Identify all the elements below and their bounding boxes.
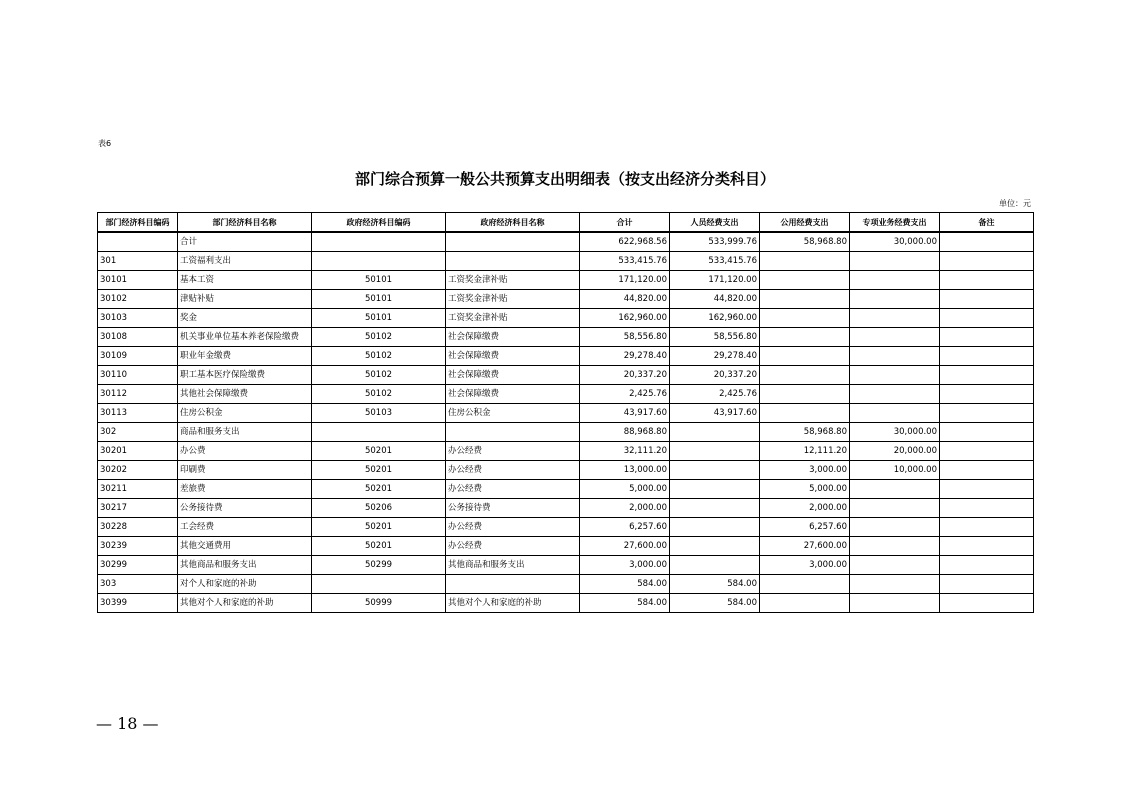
dept-name-cell: 其他对个人和家庭的补助	[178, 594, 312, 613]
dept-name-cell: 商品和服务支出	[178, 423, 312, 442]
special-cell	[850, 499, 940, 518]
dept-name-cell: 其他商品和服务支出	[178, 556, 312, 575]
table-row	[98, 537, 1034, 556]
gov-name-cell: 社会保障缴费	[446, 347, 580, 366]
dept-code-cell: 301	[98, 252, 178, 271]
gov-name-cell: 办公经费	[446, 518, 580, 537]
public-cell	[760, 328, 850, 347]
special-cell	[850, 594, 940, 613]
gov-name-cell: 办公经费	[446, 480, 580, 499]
total-cell: 29,278.40	[580, 347, 670, 366]
table-body	[98, 232, 1034, 613]
total-cell: 2,000.00	[580, 499, 670, 518]
table-row	[98, 385, 1034, 404]
special-cell	[850, 537, 940, 556]
gov-code-cell: 50201	[312, 442, 446, 461]
special-cell	[850, 309, 940, 328]
total-cell: 6,257.60	[580, 518, 670, 537]
public-cell	[760, 271, 850, 290]
gov-name-cell: 工资奖金津补贴	[446, 271, 580, 290]
page-number: — 18 —	[96, 714, 159, 733]
total-cell: 20,337.20	[580, 366, 670, 385]
gov-code-cell: 50102	[312, 366, 446, 385]
total-cell: 2,425.76	[580, 385, 670, 404]
dept-code-cell: 30201	[98, 442, 178, 461]
total-cell: 5,000.00	[580, 480, 670, 499]
note-cell	[940, 442, 1034, 461]
dept-code-cell: 30110	[98, 366, 178, 385]
public-cell	[760, 575, 850, 594]
dept-code-cell: 30211	[98, 480, 178, 499]
note-cell	[940, 328, 1034, 347]
personnel-cell	[670, 442, 760, 461]
total-cell: 3,000.00	[580, 556, 670, 575]
gov-code-cell: 50206	[312, 499, 446, 518]
gov-code-cell	[312, 232, 446, 252]
dept-code-cell: 30109	[98, 347, 178, 366]
gov-name-cell	[446, 575, 580, 594]
personnel-cell: 58,556.80	[670, 328, 760, 347]
public-cell: 58,968.80	[760, 423, 850, 442]
public-cell	[760, 347, 850, 366]
table-row	[98, 499, 1034, 518]
dept-name-cell: 公务接待费	[178, 499, 312, 518]
total-cell: 13,000.00	[580, 461, 670, 480]
note-cell	[940, 385, 1034, 404]
dept-name-cell: 津贴补贴	[178, 290, 312, 309]
header-note: 备注	[940, 213, 1034, 233]
public-cell	[760, 366, 850, 385]
dept-code-cell: 30101	[98, 271, 178, 290]
dept-code-cell	[98, 232, 178, 252]
dept-name-cell: 其他社会保障缴费	[178, 385, 312, 404]
personnel-cell: 584.00	[670, 575, 760, 594]
gov-code-cell: 50102	[312, 328, 446, 347]
dept-code-cell: 30103	[98, 309, 178, 328]
personnel-cell: 2,425.76	[670, 385, 760, 404]
dept-name-cell: 工会经费	[178, 518, 312, 537]
note-cell	[940, 480, 1034, 499]
page-title: 部门综合预算一般公共预算支出明细表（按支出经济分类科目）	[354, 170, 775, 188]
personnel-cell: 20,337.20	[670, 366, 760, 385]
dept-name-cell: 工资福利支出	[178, 252, 312, 271]
table-label: 表6	[98, 139, 112, 148]
table-row	[98, 480, 1034, 499]
note-cell	[940, 290, 1034, 309]
public-cell	[760, 385, 850, 404]
dept-code-cell: 302	[98, 423, 178, 442]
dept-name-cell: 职业年金缴费	[178, 347, 312, 366]
header-dept-code: 部门经济科目编码	[98, 213, 178, 233]
header-public: 公用经费支出	[760, 213, 850, 233]
gov-name-cell: 社会保障缴费	[446, 366, 580, 385]
dept-name-cell: 其他交通费用	[178, 537, 312, 556]
gov-name-cell: 其他对个人和家庭的补助	[446, 594, 580, 613]
gov-name-cell: 工资奖金津补贴	[446, 290, 580, 309]
dept-code-cell: 30217	[98, 499, 178, 518]
personnel-cell: 44,820.00	[670, 290, 760, 309]
note-cell	[940, 347, 1034, 366]
table-row	[98, 347, 1034, 366]
note-cell	[940, 404, 1034, 423]
gov-code-cell: 50201	[312, 537, 446, 556]
note-cell	[940, 366, 1034, 385]
special-cell	[850, 404, 940, 423]
note-cell	[940, 575, 1034, 594]
table-row	[98, 575, 1034, 594]
note-cell	[940, 518, 1034, 537]
public-cell: 12,111.20	[760, 442, 850, 461]
gov-name-cell	[446, 252, 580, 271]
note-cell	[940, 252, 1034, 271]
special-cell	[850, 556, 940, 575]
special-cell	[850, 575, 940, 594]
note-cell	[940, 461, 1034, 480]
note-cell	[940, 232, 1034, 252]
note-cell	[940, 537, 1034, 556]
special-cell	[850, 385, 940, 404]
public-cell: 2,000.00	[760, 499, 850, 518]
header-special: 专项业务经费支出	[850, 213, 940, 233]
public-cell	[760, 309, 850, 328]
gov-code-cell: 50201	[312, 518, 446, 537]
table-row	[98, 271, 1034, 290]
gov-code-cell: 50201	[312, 461, 446, 480]
table-row	[98, 290, 1034, 309]
dept-code-cell: 30299	[98, 556, 178, 575]
dept-name-cell: 职工基本医疗保险缴费	[178, 366, 312, 385]
total-cell: 533,415.76	[580, 252, 670, 271]
gov-code-cell: 50201	[312, 480, 446, 499]
gov-name-cell: 办公经费	[446, 537, 580, 556]
dept-code-cell: 30102	[98, 290, 178, 309]
total-cell: 32,111.20	[580, 442, 670, 461]
gov-code-cell: 50101	[312, 290, 446, 309]
personnel-cell: 533,999.76	[670, 232, 760, 252]
gov-name-cell	[446, 423, 580, 442]
special-cell: 10,000.00	[850, 461, 940, 480]
personnel-cell: 43,917.60	[670, 404, 760, 423]
gov-code-cell	[312, 423, 446, 442]
special-cell	[850, 328, 940, 347]
dept-name-cell: 机关事业单位基本养老保险缴费	[178, 328, 312, 347]
dept-code-cell: 30399	[98, 594, 178, 613]
special-cell	[850, 252, 940, 271]
dept-code-cell: 30112	[98, 385, 178, 404]
personnel-cell	[670, 518, 760, 537]
total-cell: 43,917.60	[580, 404, 670, 423]
table-row	[98, 309, 1034, 328]
public-cell	[760, 404, 850, 423]
note-cell	[940, 423, 1034, 442]
public-cell	[760, 252, 850, 271]
public-cell: 27,600.00	[760, 537, 850, 556]
special-cell	[850, 518, 940, 537]
total-cell: 584.00	[580, 575, 670, 594]
total-cell: 162,960.00	[580, 309, 670, 328]
gov-name-cell: 其他商品和服务支出	[446, 556, 580, 575]
total-cell: 584.00	[580, 594, 670, 613]
special-cell	[850, 347, 940, 366]
table-row	[98, 366, 1034, 385]
header-gov-code: 政府经济科目编码	[312, 213, 446, 233]
header-total: 合计	[580, 213, 670, 233]
total-cell: 88,968.80	[580, 423, 670, 442]
personnel-cell: 162,960.00	[670, 309, 760, 328]
dept-code-cell: 303	[98, 575, 178, 594]
special-cell: 20,000.00	[850, 442, 940, 461]
gov-name-cell: 住房公积金	[446, 404, 580, 423]
note-cell	[940, 594, 1034, 613]
personnel-cell	[670, 499, 760, 518]
table-row	[98, 252, 1034, 271]
personnel-cell: 171,120.00	[670, 271, 760, 290]
budget-table	[97, 212, 1034, 613]
gov-name-cell: 公务接待费	[446, 499, 580, 518]
table-row	[98, 328, 1034, 347]
note-cell	[940, 271, 1034, 290]
public-cell: 6,257.60	[760, 518, 850, 537]
dept-name-cell: 印刷费	[178, 461, 312, 480]
public-cell: 3,000.00	[760, 461, 850, 480]
gov-code-cell: 50299	[312, 556, 446, 575]
dept-name-cell: 基本工资	[178, 271, 312, 290]
dept-name-cell: 合计	[178, 232, 312, 252]
note-cell	[940, 556, 1034, 575]
total-cell: 171,120.00	[580, 271, 670, 290]
personnel-cell	[670, 461, 760, 480]
special-cell	[850, 366, 940, 385]
dept-code-cell: 30239	[98, 537, 178, 556]
dept-name-cell: 住房公积金	[178, 404, 312, 423]
header-gov-name: 政府经济科目名称	[446, 213, 580, 233]
public-cell	[760, 594, 850, 613]
dept-code-cell: 30202	[98, 461, 178, 480]
public-cell	[760, 290, 850, 309]
gov-code-cell: 50102	[312, 347, 446, 366]
dept-name-cell: 差旅费	[178, 480, 312, 499]
gov-name-cell: 社会保障缴费	[446, 328, 580, 347]
personnel-cell: 533,415.76	[670, 252, 760, 271]
public-cell: 3,000.00	[760, 556, 850, 575]
table-row	[98, 556, 1034, 575]
table-row	[98, 442, 1034, 461]
header-personnel: 人员经费支出	[670, 213, 760, 233]
gov-code-cell: 50102	[312, 385, 446, 404]
public-cell: 5,000.00	[760, 480, 850, 499]
special-cell	[850, 290, 940, 309]
table-header-row	[98, 213, 1034, 233]
personnel-cell	[670, 556, 760, 575]
gov-code-cell: 50103	[312, 404, 446, 423]
gov-name-cell: 办公经费	[446, 461, 580, 480]
note-cell	[940, 309, 1034, 328]
dept-code-cell: 30228	[98, 518, 178, 537]
total-cell: 58,556.80	[580, 328, 670, 347]
gov-code-cell	[312, 252, 446, 271]
total-cell: 622,968.56	[580, 232, 670, 252]
personnel-cell: 584.00	[670, 594, 760, 613]
gov-code-cell: 50101	[312, 309, 446, 328]
special-cell	[850, 271, 940, 290]
personnel-cell: 29,278.40	[670, 347, 760, 366]
special-cell	[850, 480, 940, 499]
gov-code-cell: 50999	[312, 594, 446, 613]
gov-name-cell: 工资奖金津补贴	[446, 309, 580, 328]
dept-code-cell: 30108	[98, 328, 178, 347]
special-cell: 30,000.00	[850, 423, 940, 442]
personnel-cell	[670, 480, 760, 499]
public-cell: 58,968.80	[760, 232, 850, 252]
special-cell: 30,000.00	[850, 232, 940, 252]
total-cell: 44,820.00	[580, 290, 670, 309]
personnel-cell	[670, 537, 760, 556]
total-cell: 27,600.00	[580, 537, 670, 556]
personnel-cell	[670, 423, 760, 442]
gov-code-cell: 50101	[312, 271, 446, 290]
note-cell	[940, 499, 1034, 518]
table-row	[98, 423, 1034, 442]
header-dept-name: 部门经济科目名称	[178, 213, 312, 233]
table-row	[98, 594, 1034, 613]
dept-code-cell: 30113	[98, 404, 178, 423]
table-row	[98, 518, 1034, 537]
dept-name-cell: 对个人和家庭的补助	[178, 575, 312, 594]
table-row	[98, 232, 1034, 252]
table-row	[98, 404, 1034, 423]
dept-name-cell: 办公费	[178, 442, 312, 461]
gov-code-cell	[312, 575, 446, 594]
dept-name-cell: 奖金	[178, 309, 312, 328]
gov-name-cell: 社会保障缴费	[446, 385, 580, 404]
gov-name-cell: 办公经费	[446, 442, 580, 461]
unit-label: 单位：元	[999, 199, 1031, 208]
table-row	[98, 461, 1034, 480]
gov-name-cell	[446, 232, 580, 252]
